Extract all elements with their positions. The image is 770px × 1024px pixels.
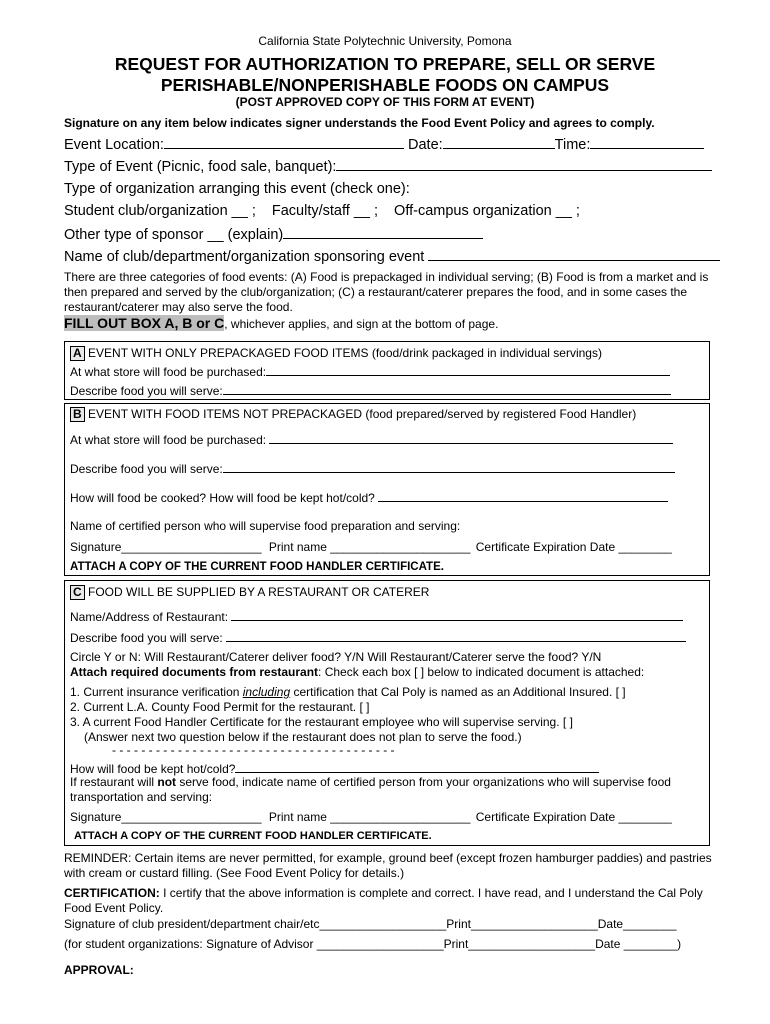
box-b-cooked-label: How will food be cooked? How will food be kept hot/cold? bbox=[70, 491, 375, 505]
box-c-attach-req bbox=[70, 665, 644, 679]
box-b-signature-field[interactable]: Signature_____________________ bbox=[70, 540, 262, 554]
box-b-store-field[interactable] bbox=[269, 431, 673, 444]
box-c-item2: 2. Current L.A. County Food Permit for the restaurant. [ ] bbox=[70, 700, 370, 714]
box-c-heading bbox=[70, 585, 429, 600]
certification-label: CERTIFICATION: bbox=[64, 886, 160, 900]
box-c-title: FOOD WILL BE SUPPLIED BY A RESTAURANT OR CATERER bbox=[88, 585, 430, 599]
event-location-row bbox=[64, 136, 704, 153]
box-c-signature-row bbox=[70, 810, 672, 824]
sponsor-name-row bbox=[64, 248, 720, 265]
box-c-describe-row bbox=[70, 629, 686, 645]
box-c-hot-cold-row bbox=[70, 760, 599, 776]
box-b-describe-row bbox=[70, 460, 675, 476]
box-a-describe-row bbox=[70, 382, 671, 398]
reminder-paragraph: REMINDER: Certain items are never permitted, for example, ground beef (except frozen hamburger paddies) and pastries with cream or custard filling. (See Food Event Policy for details.) bbox=[64, 851, 712, 880]
other-sponsor-field[interactable] bbox=[283, 226, 483, 239]
form-subtitle: (POST APPROVED COPY OF THIS FORM AT EVENT) bbox=[235, 95, 535, 109]
box-c-signature-field[interactable]: Signature_____________________ bbox=[70, 810, 262, 824]
box-c-name-row bbox=[70, 608, 683, 624]
type-event-row bbox=[64, 158, 712, 175]
box-a-heading bbox=[70, 346, 602, 361]
president-signature-line[interactable]: Signature of club president/department chair/etc___________________Print___________________Date________ bbox=[64, 917, 677, 931]
box-c-item1: 1. Current insurance verification including certification that Cal Poly is named as an Additional Insured. [ ] bbox=[70, 685, 626, 699]
other-sponsor-label: Other type of sponsor __ (explain) bbox=[64, 227, 284, 243]
box-b-describe-label: Describe food you will serve: bbox=[70, 462, 223, 476]
box-c-item3: 3. A current Food Handler Certificate for the restaurant employee who will supervise serving. [ ] bbox=[70, 715, 573, 729]
type-org-label: Type of organization arranging this event (check one): bbox=[64, 181, 410, 197]
box-b-store-row bbox=[70, 431, 673, 447]
box-c-attach-req-bold: Attach required documents from restaurant bbox=[70, 665, 319, 679]
student-club-option[interactable]: Student club/organization __ ; bbox=[64, 203, 256, 219]
approval-label: APPROVAL: bbox=[64, 963, 134, 977]
time-label: Time: bbox=[554, 137, 591, 153]
box-c-describe-label: Describe food you will serve: bbox=[70, 631, 223, 645]
box-b-supervisor-label: Name of certified person who will supervise food preparation and serving: bbox=[70, 519, 461, 533]
box-c-circle-question: Circle Y or N: Will Restaurant/Caterer deliver food? Y/N Will Restaurant/Caterer serve the food? Y/N bbox=[70, 650, 602, 664]
fill-out-highlight: FILL OUT BOX A, B or C bbox=[64, 315, 225, 331]
certification-text: I certify that the above information is complete and correct. I have read, and I understand the Cal Poly Food Event Policy. bbox=[64, 886, 703, 915]
box-c-divider: - - - - - - - - - - - - - - - - - - - - - - - - - - - - - - - - - - - - - - - bbox=[112, 743, 395, 757]
offcampus-option[interactable]: Off-campus organization __ ; bbox=[394, 203, 580, 219]
fill-out-instruction bbox=[64, 315, 498, 331]
sponsor-name-field[interactable] bbox=[428, 248, 720, 261]
other-sponsor-row bbox=[64, 226, 483, 243]
org-type-row bbox=[64, 203, 580, 219]
box-c-letter: C bbox=[70, 585, 85, 600]
box-b-signature-row bbox=[70, 540, 672, 554]
box-c-not-serve: If restaurant will not serve food, indicate name of certified person from your organizations who will supervise food transportation and serving: bbox=[70, 775, 671, 804]
box-a-letter: A bbox=[70, 346, 85, 361]
type-event-label: Type of Event (Picnic, food sale, banquet): bbox=[64, 159, 337, 175]
box-b-heading bbox=[70, 407, 636, 422]
box-b-cooked-field[interactable] bbox=[378, 489, 668, 502]
date-label: Date: bbox=[408, 137, 443, 153]
box-c-hot-cold-field[interactable] bbox=[235, 760, 599, 773]
categories-paragraph: There are three categories of food events: (A) Food is prepackaged in individual serving; (B) Food is from a market and is then prepared and served by the club/organization; (C) a restaurant/caterer prepares the food, and in some cases the restaurant/caterer may also serve the food. bbox=[64, 270, 709, 314]
university-name: California State Polytechnic University, Pomona bbox=[258, 34, 512, 48]
box-b-letter: B bbox=[70, 407, 85, 422]
box-b-print-name-field[interactable]: Print name _____________________ bbox=[268, 540, 471, 554]
event-location-label: Event Location: bbox=[64, 137, 164, 153]
fill-out-rest: , whichever applies, and sign at the bottom of page. bbox=[224, 317, 499, 331]
box-a-store-field[interactable] bbox=[266, 363, 670, 376]
date-field[interactable] bbox=[443, 136, 555, 149]
form-title-line1: REQUEST FOR AUTHORIZATION TO PREPARE, SELL OR SERVE bbox=[114, 54, 656, 74]
faculty-staff-option[interactable]: Faculty/staff __ ; bbox=[271, 203, 379, 219]
box-b-title: EVENT WITH FOOD ITEMS NOT PREPACKAGED (food prepared/served by registered Food Handler) bbox=[88, 407, 637, 421]
box-c-name-field[interactable] bbox=[231, 608, 683, 621]
box-a-store-row bbox=[70, 363, 670, 379]
box-c-cert-exp-field[interactable]: Certificate Expiration Date ________ bbox=[475, 810, 672, 824]
box-c-attach-note: ATTACH A COPY OF THE CURRENT FOOD HANDLER CERTIFICATE. bbox=[74, 830, 432, 842]
box-c-print-name-field[interactable]: Print name _____________________ bbox=[268, 810, 471, 824]
sponsor-name-label: Name of club/department/organization sponsoring event bbox=[64, 249, 425, 265]
form-title-line2: PERISHABLE/NONPERISHABLE FOODS ON CAMPUS bbox=[160, 75, 610, 95]
box-a-title: EVENT WITH ONLY PREPACKAGED FOOD ITEMS (food/drink packaged in individual servings) bbox=[88, 346, 602, 360]
box-c-name-label: Name/Address of Restaurant: bbox=[70, 610, 229, 624]
box-a-describe-field[interactable] bbox=[223, 382, 671, 395]
box-b-attach-note: ATTACH A COPY OF THE CURRENT FOOD HANDLER CERTIFICATE. bbox=[70, 561, 444, 573]
signature-note: Signature on any item below indicates signer understands the Food Event Policy and agrees to comply. bbox=[64, 116, 655, 130]
type-event-field[interactable] bbox=[336, 158, 712, 171]
event-location-field[interactable] bbox=[164, 136, 404, 149]
box-b-cert-exp-field[interactable]: Certificate Expiration Date ________ bbox=[475, 540, 672, 554]
box-c-hot-cold-label: How will food be kept hot/cold? bbox=[70, 762, 236, 776]
box-a-store-label: At what store will food be purchased: bbox=[70, 365, 267, 379]
box-b-describe-field[interactable] bbox=[223, 460, 675, 473]
box-c-describe-field[interactable] bbox=[226, 629, 686, 642]
time-field[interactable] bbox=[590, 136, 704, 149]
box-c-answer-note: (Answer next two question below if the restaurant does not plan to serve the food.) bbox=[84, 730, 522, 744]
box-c-attach-req-rest: : Check each box [ ] below to indicated document is attached: bbox=[318, 665, 645, 679]
certification-paragraph bbox=[64, 886, 716, 916]
box-b-cooked-row bbox=[70, 489, 668, 505]
box-b-store-label: At what store will food be purchased: bbox=[70, 433, 267, 447]
box-a-describe-label: Describe food you will serve: bbox=[70, 384, 223, 398]
advisor-signature-line[interactable]: (for student organizations: Signature of Advisor ___________________Print___________________Date ________) bbox=[64, 937, 682, 951]
